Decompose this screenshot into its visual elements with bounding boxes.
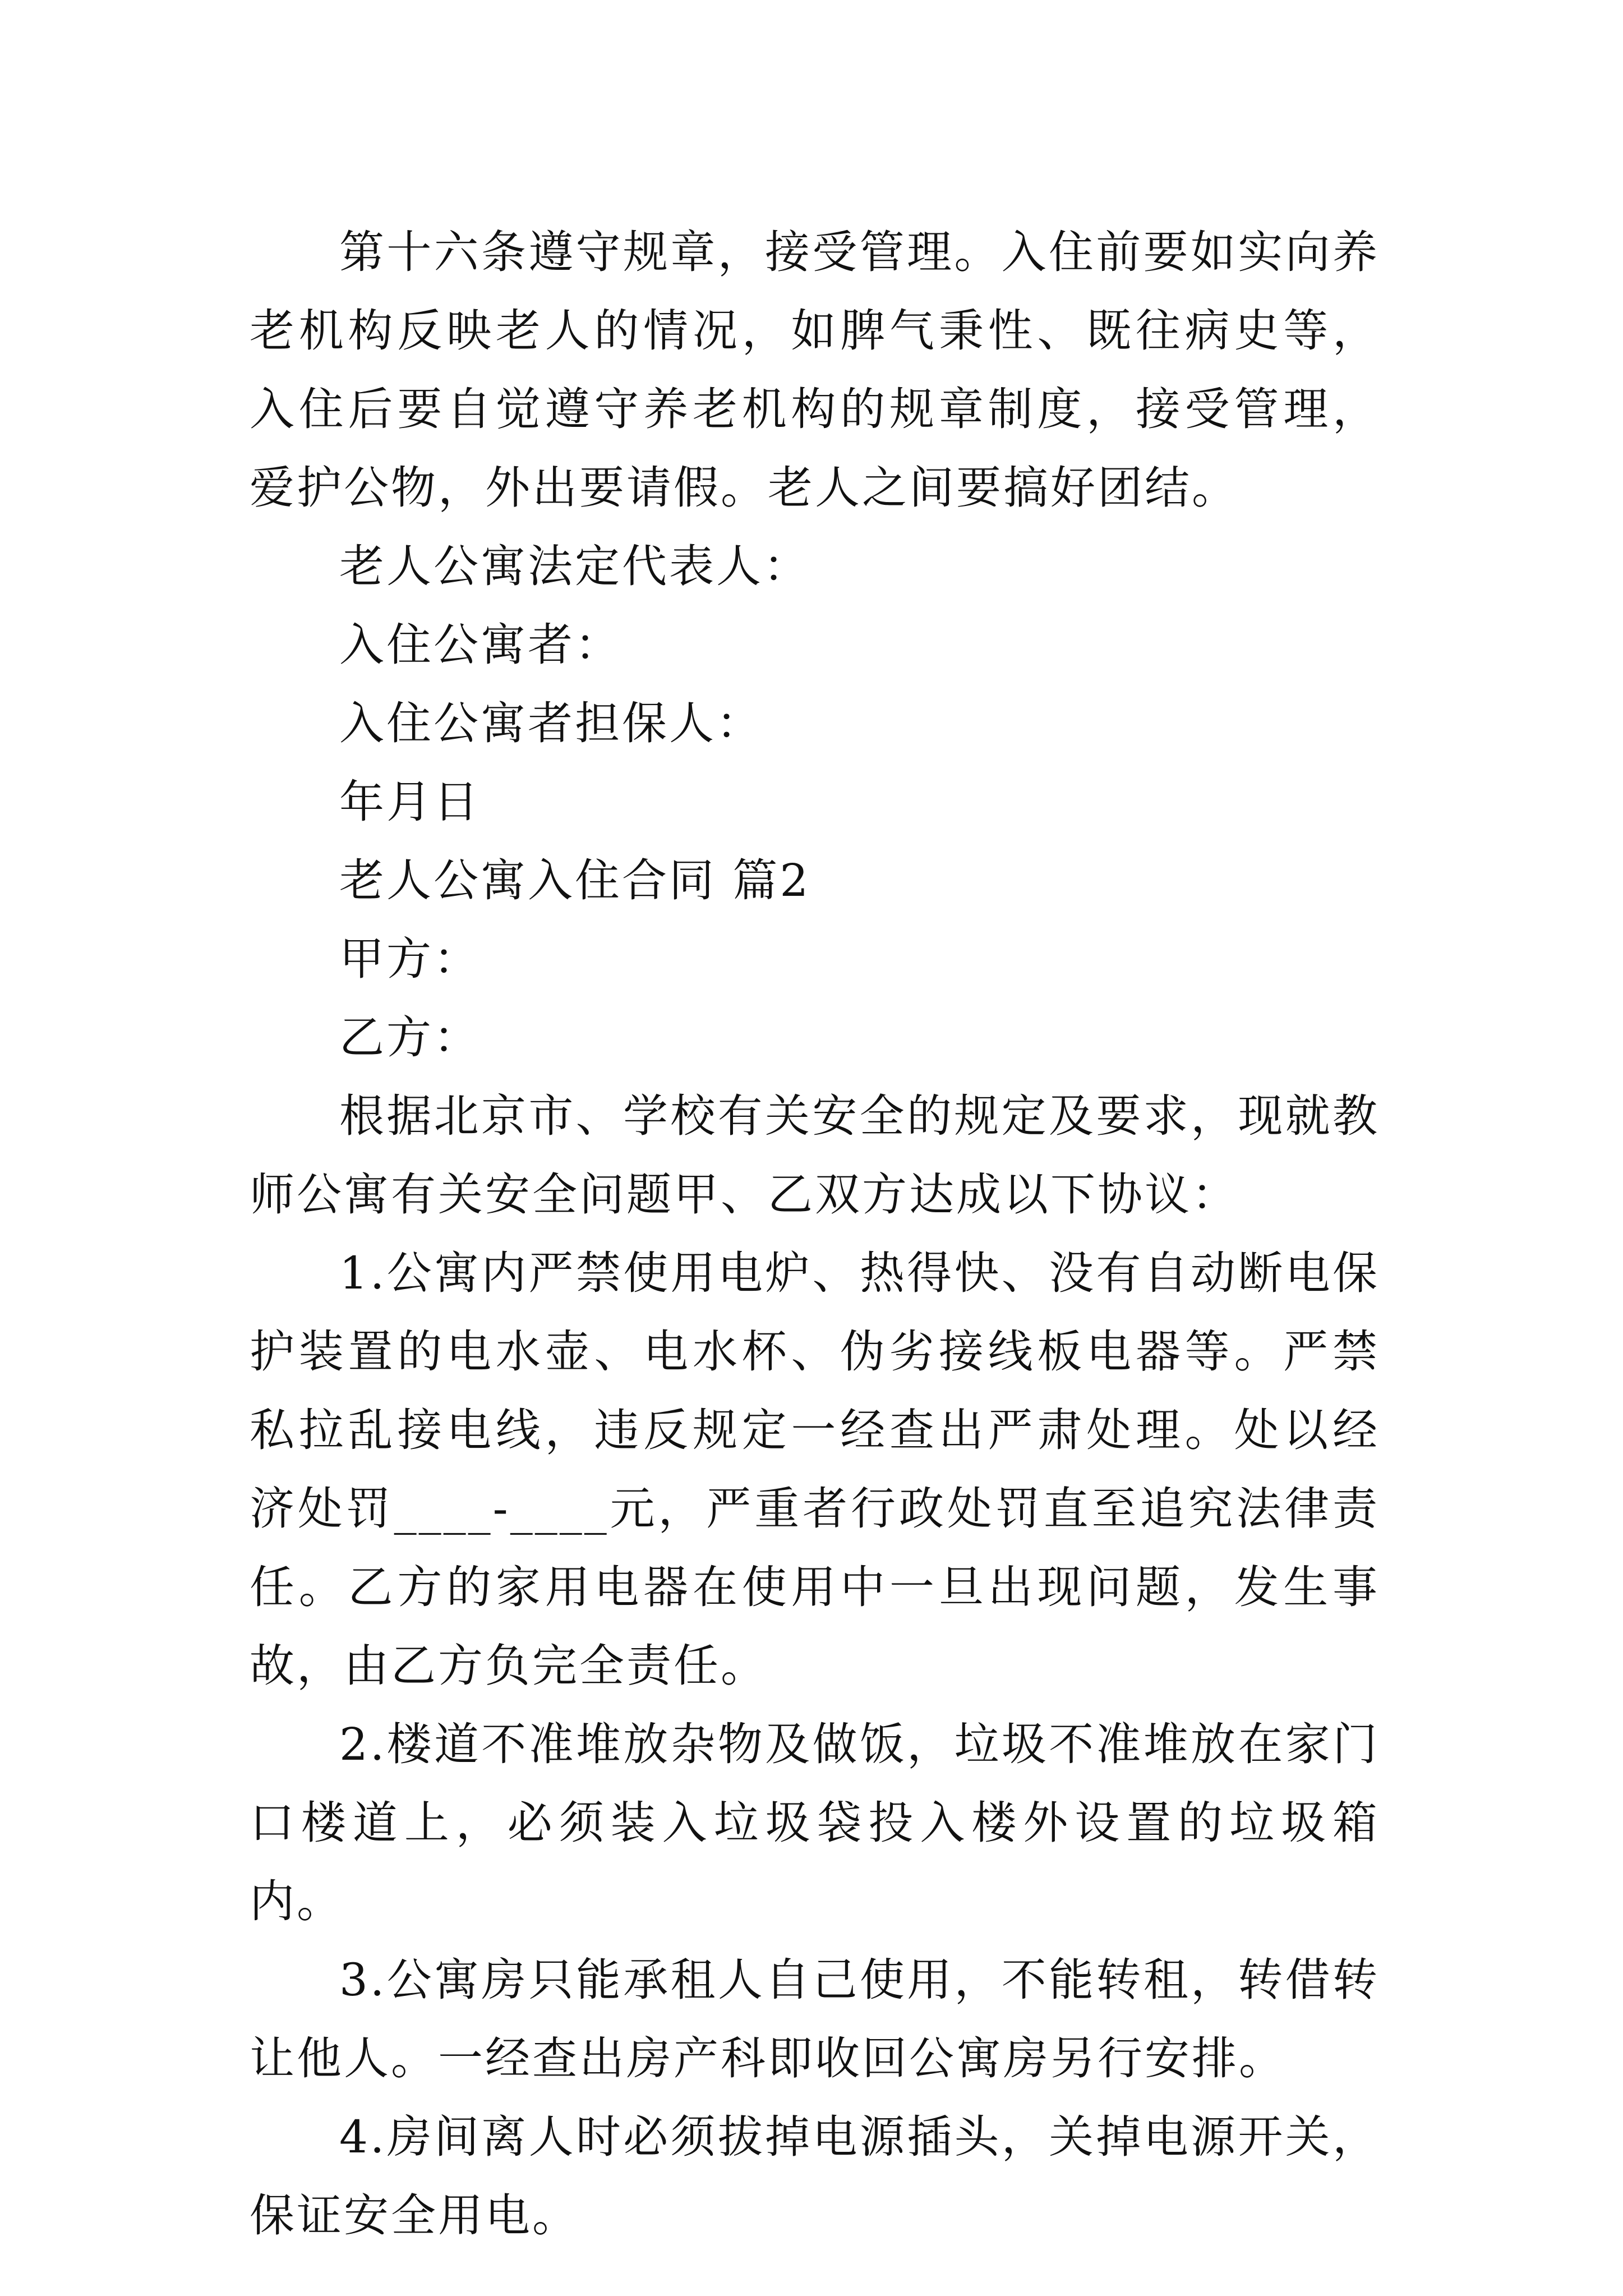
signature-date: 年月日 xyxy=(339,776,481,828)
paragraph-preamble: 根据北京市、学校有关安全的规定及要求，现就教师公寓有关安全问题甲、乙双方达成以下协议： xyxy=(250,1090,1380,1221)
paragraph-article-16: 第十六条遵守规章，接受管理。入住前要如实向养老机构反映老人的情况，如脾气秉性、既往病史等，入住后要自觉遵守养老机构的规章制度，接受管理，爱护公物，外出要请假。老人之间要搞好团结。 xyxy=(250,226,1380,514)
party-b: 乙方： xyxy=(339,1011,481,1064)
signature-resident: 入住公寓者： xyxy=(339,619,622,671)
signature-legal-representative: 老人公寓法定代表人： xyxy=(339,540,810,592)
clause-1: 1.公寓内严禁使用电炉、热得快、没有自动断电保护装置的电水壶、电水杯、伪劣接线板电器等。严禁私拉乱接电线，违反规定一经查出严肃处理。处以经济处罚____-____元，严重者行政处罚直至追究法律责任。乙方的家用电器在使用中一旦出现问题，发生事故，由乙方负完全责任。 xyxy=(250,1247,1380,1692)
signature-guarantor: 入住公寓者担保人： xyxy=(339,697,763,749)
party-a: 甲方： xyxy=(339,933,481,985)
section-heading: 老人公寓入住合同 篇2 xyxy=(339,854,811,907)
document-page xyxy=(250,213,1380,2255)
clause-4: 4.房间离人时必须拔掉电源插头，关掉电源开关，保证安全用电。 xyxy=(250,2111,1380,2242)
clause-3: 3.公寓房只能承租人自己使用，不能转租，转借转让他人。一经查出房产科即收回公寓房另行安排。 xyxy=(250,1954,1380,2085)
clause-2: 2.楼道不准堆放杂物及做饭，垃圾不准堆放在家门口楼道上，必须装入垃圾袋投入楼外设置的垃圾箱内。 xyxy=(250,1718,1380,1927)
